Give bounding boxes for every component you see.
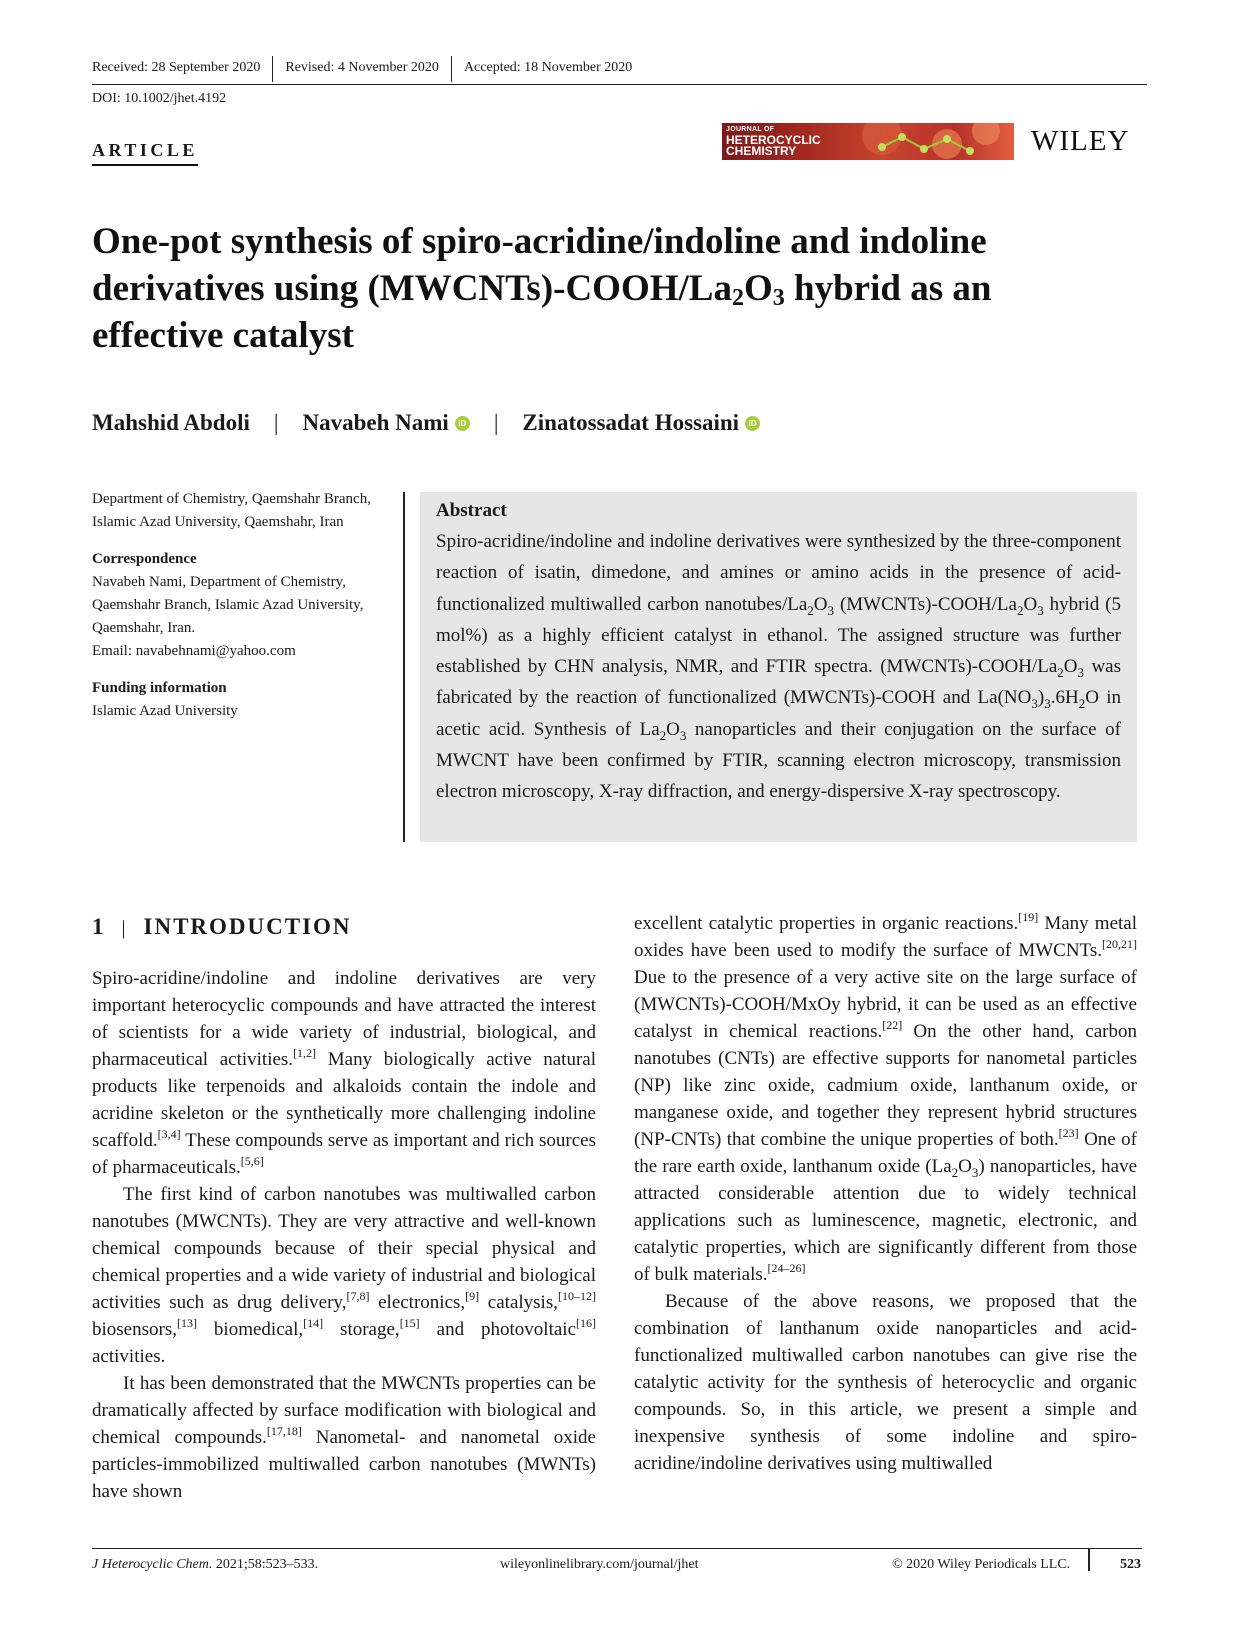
abstract-text: Spiro-acridine/indoline and indoline derivatives were synthesized by the three-component reaction of isatin, dimedone, and amines or amino acids in the presence of acid-functionalized multiwalled carbon nanotubes/$La_2O_3$ $(MWCNTs)-COOH/La_2O_3$ hybrid (5 mol%) as a highly efficient catalyst in ethanol. The assigned structure was further established by CHN analysis, NMR, and FTIR spectra. $(MWCNTs)-COOH/La_2O_3$ was fabricated by the reaction of functionalized (MWCNTs)-COOH and $La(NO_3)_3.6H_2O$ in acetic acid. Synthesis of $La_2O_3$ nanoparticles and their conjugation on the surface of MWCNT have been confirmed by FTIR, scanning electron microscopy, transmission electron microscopy, X-ray diffraction, and energy-dispersive X-ray spectroscopy. (436, 531, 1122, 803)
citation-link[interactable]: [1,2] (293, 1046, 317, 1060)
doi[interactable]: DOI: 10.1002/jhet.4192 (92, 91, 227, 106)
article-dates (92, 60, 1147, 85)
author-list: Mahshid Abdoli | Navabeh Nami iD | Zinatossadat Hossaini iD (92, 410, 760, 436)
body-column-left (92, 965, 596, 1505)
paragraph: Because of the above reasons, we proposed that the combination of lanthanum oxide nanoparticles and acid-functionalized multiwalled carbon nanotubes can give rise the catalytic activity for the synthesis of heterocyclic and organic compounds. So, in this article, we present a simple and inexpensive synthesis of some indoline and spiro-acridine/indoline derivatives using multiwalled (634, 1291, 1137, 1474)
citation-link[interactable]: [10–12] (557, 1289, 596, 1303)
citation-link[interactable]: [16] (576, 1316, 597, 1330)
copyright: © 2020 Wiley Periodicals LLC. (892, 1557, 1071, 1572)
paragraph: It has been demonstrated that the MWCNTs properties can be dramatically affected by surface modification with biological and chemical compounds.[17,18] Nanometal- and nanometal oxide particles-immobilized multiwalled carbon nanotubes (MWNTs) have shown (92, 1373, 596, 1502)
journal-banner[interactable] (722, 123, 1014, 160)
author-name[interactable]: Navabeh Nami (302, 410, 449, 435)
funding-text: Islamic Azad University (92, 703, 238, 719)
citation-link[interactable]: [3,4] (157, 1127, 181, 1141)
citation-link[interactable]: [14] (303, 1316, 324, 1330)
author-name[interactable]: Mahshid Abdoli (92, 410, 250, 435)
abstract-box (420, 492, 1137, 842)
citation-link[interactable]: [7,8] (346, 1289, 370, 1303)
citation: J Heterocyclic Chem. 2021;58:523–533. (92, 1557, 319, 1572)
orcid-icon[interactable]: iD (745, 416, 760, 431)
body-column-right (634, 910, 1137, 1477)
citation-link[interactable]: [15] (399, 1316, 420, 1330)
citation-link[interactable]: [5,6] (240, 1154, 264, 1168)
publisher-logo[interactable]: WILEY (1031, 125, 1130, 157)
citation-link[interactable]: [9] (465, 1289, 480, 1303)
correspondence-heading: Correspondence (92, 551, 197, 567)
email[interactable]: Email: navabehnami@yahoo.com (92, 643, 296, 659)
affiliation: Department of Chemistry, Qaemshahr Branch, Islamic Azad University, Qaemshahr, Iran (92, 491, 371, 530)
abstract-heading: Abstract (436, 500, 507, 521)
paragraph: excellent catalytic properties in organic reactions.[19] Many metal oxides have been used to modify the surface of MWCNTs.[20,21] Due to the presence of a very active site on the large surface of (MWCNTs)-COOH/MxOy hybrid, it can be used as an effective catalyst in chemical reactions.[22] On the other hand, carbon nanotubes (CNTs) are effective supports for nanometal particles (NP) like zinc oxide, cadmium oxide, lanthanum oxide, or manganese oxide, and together they represent hybrid structures (NP-CNTs) that combine the unique properties of both.[23] One of the rare earth oxide, lanthanum oxide $(La_2O_3)$ nanoparticles, have attracted considerable attention due to widely technical applications such as luminescence, magnetic, electronic, and catalytic properties, which are significantly different from those of bulk materials.[24–26] (634, 910, 1138, 1285)
paragraph: Spiro-acridine/indoline and indoline derivatives are very important heterocyclic compounds and have attracted the interest of scientists for a wide variety of industrial, biological, and pharmaceutical activities.[1,2] Many biologically active natural products like terpenoids and alkaloids contain the indole and acridine skeleton or the synthetically more challenging indoline scaffold.[3,4] These compounds serve as important and rich sources of pharmaceuticals.[5,6] (92, 968, 596, 1178)
journal-url[interactable]: wileyonlinelibrary.com/journal/jhet (500, 1557, 699, 1572)
citation-link[interactable]: [24–26] (767, 1261, 806, 1275)
orcid-icon[interactable]: iD (455, 416, 470, 431)
divider (1088, 1549, 1090, 1571)
citation-link[interactable]: [19] (1018, 910, 1039, 924)
section-heading: 1 | INTRODUCTION (92, 914, 352, 939)
paper-title: One-pot synthesis of spiro-acridine/indoline and indoline derivatives using $(MWCNTs)-COOH/La_2O_3$ hybrid as an effective catalyst (92, 221, 992, 356)
molecule-icon (872, 127, 992, 157)
citation-link[interactable]: [17,18] (266, 1424, 302, 1438)
citation-link[interactable]: [20,21] (1102, 937, 1137, 951)
page-footer (92, 1548, 1142, 1572)
citation-link[interactable]: [23] (1058, 1126, 1079, 1140)
paragraph: The first kind of carbon nanotubes was multiwalled carbon nanotubes (MWCNTs). They are very attractive and well-known chemical compounds because of their special physical and chemical properties and a wide variety of industrial and biological activities such as drug delivery,[7,8] electronics,[9] catalysis,[10–12] biosensors,[13] biomedical,[14] storage,[15] and photovoltaic[16] activities. (92, 1184, 597, 1367)
author-name[interactable]: Zinatossadat Hossaini (522, 410, 740, 435)
revised-date: Revised: 4 November 2020 (285, 60, 439, 75)
citation-link[interactable]: [13] (176, 1316, 197, 1330)
received-date: Received: 28 September 2020 (92, 60, 261, 75)
correspondence-text: Navabeh Nami, Department of Chemistry, Qaemshahr Branch, Islamic Azad University, Qaemshahr, Iran. (92, 574, 364, 636)
divider (403, 492, 405, 842)
journal-name: JOURNAL OF HETEROCYCLIC CHEMISTRY (726, 126, 821, 158)
article-type: ARTICLE (92, 140, 198, 166)
funding-heading: Funding information (92, 680, 227, 696)
page-number: 523 (1120, 1557, 1141, 1572)
affiliation-block (92, 488, 392, 723)
citation-link[interactable]: [22] (882, 1018, 903, 1032)
accepted-date: Accepted: 18 November 2020 (463, 60, 633, 75)
